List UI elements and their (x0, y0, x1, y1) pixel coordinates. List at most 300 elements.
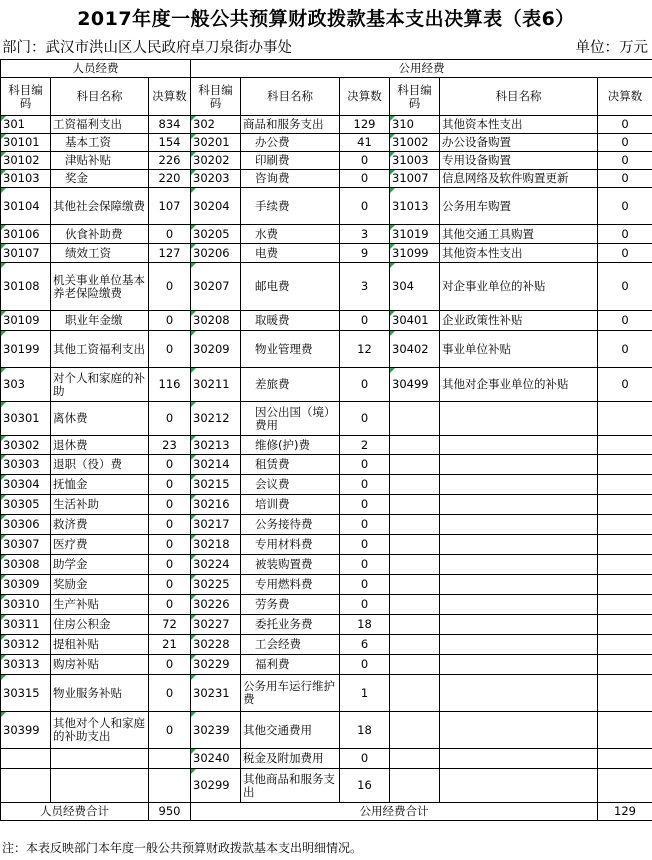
public-amount-cell: 3 (340, 225, 390, 244)
table-row (1, 555, 652, 575)
public-amount-cell: 0 (340, 368, 390, 402)
capital-code-cell: 31002 (390, 134, 440, 152)
personnel-code-cell: 30311 (1, 615, 51, 635)
public-name-cell: 专用材料费 (241, 535, 340, 555)
personnel-name-cell: 职业年金缴 (51, 311, 149, 331)
table-row (1, 263, 652, 311)
table-row (1, 675, 652, 712)
public-name-cell: 物业管理费 (241, 331, 340, 368)
report-title: 2017年度一般公共预算财政拨款基本支出决算表（表6） (77, 8, 575, 30)
personnel-name-cell: 其他社会保障缴费 (51, 188, 149, 225)
personnel-amount-cell: 116 (149, 368, 191, 402)
expenditure-table (0, 59, 652, 821)
personnel-amount-cell: 0 (149, 575, 191, 595)
capital-amount-cell (598, 712, 652, 749)
table-row (1, 225, 652, 244)
table-row (1, 712, 652, 749)
public-name-cell: 电费 (241, 244, 340, 263)
capital-amount-cell: 0 (598, 331, 652, 368)
capital-code-cell (390, 515, 440, 535)
personnel-code-cell: 30108 (1, 263, 51, 311)
personnel-amount-cell: 220 (149, 170, 191, 188)
capital-name-cell (440, 712, 598, 749)
capital-name-cell: 其他资本性支出 (440, 244, 598, 263)
capital-amount-cell: 0 (598, 188, 652, 225)
public-code-cell: 30228 (191, 635, 241, 655)
personnel-amount-cell: 72 (149, 615, 191, 635)
capital-name-cell: 企业政策性补贴 (440, 311, 598, 331)
public-name-cell: 差旅费 (241, 368, 340, 402)
capital-amount-cell (598, 595, 652, 615)
column-header-amount: 决算数 (598, 78, 652, 116)
totals-row (1, 803, 652, 821)
personnel-amount-cell: 0 (149, 331, 191, 368)
capital-code-cell (390, 749, 440, 769)
public-amount-cell: 0 (340, 515, 390, 535)
capital-name-cell (440, 402, 598, 436)
column-header-code: 科目编码 (1, 78, 51, 116)
personnel-name-cell: 医疗费 (51, 535, 149, 555)
column-header-amount: 决算数 (149, 78, 191, 116)
personnel-amount-cell: 834 (149, 116, 191, 134)
capital-name-cell: 其他对企事业单位的补贴 (440, 368, 598, 402)
personnel-amount-cell: 0 (149, 402, 191, 436)
capital-code-cell (390, 595, 440, 615)
public-name-cell: 会议费 (241, 475, 340, 495)
public-code-cell: 30212 (191, 402, 241, 436)
public-code-cell: 30211 (191, 368, 241, 402)
personnel-name-cell: 生产补贴 (51, 595, 149, 615)
personnel-code-cell: 30103 (1, 170, 51, 188)
personnel-amount-cell: 0 (149, 455, 191, 475)
capital-name-cell: 事业单位补贴 (440, 331, 598, 368)
personnel-name-cell: 基本工资 (51, 134, 149, 152)
capital-name-cell: 专用设备购置 (440, 152, 598, 170)
personnel-name-cell: 助学金 (51, 555, 149, 575)
personnel-amount-cell: 0 (149, 675, 191, 712)
public-name-cell: 培训费 (241, 495, 340, 515)
column-header-code: 科目编码 (390, 78, 440, 116)
public-code-cell: 30208 (191, 311, 241, 331)
capital-code-cell: 31099 (390, 244, 440, 263)
column-header-amount: 决算数 (340, 78, 390, 116)
capital-code-cell: 31003 (390, 152, 440, 170)
public-code-cell: 30214 (191, 455, 241, 475)
table-row (1, 368, 652, 402)
personnel-name-cell: 救济费 (51, 515, 149, 535)
table-row (1, 311, 652, 331)
capital-code-cell: 30401 (390, 311, 440, 331)
public-amount-cell: 0 (340, 170, 390, 188)
personnel-name-cell: 提租补贴 (51, 635, 149, 655)
public-name-cell: 专用燃料费 (241, 575, 340, 595)
table-row (1, 495, 652, 515)
public-amount-cell: 0 (340, 595, 390, 615)
capital-code-cell (390, 475, 440, 495)
public-name-cell: 劳务费 (241, 595, 340, 615)
table-row (1, 655, 652, 675)
personnel-code-cell: 30308 (1, 555, 51, 575)
capital-amount-cell (598, 475, 652, 495)
capital-code-cell: 30402 (390, 331, 440, 368)
capital-name-cell (440, 595, 598, 615)
public-name-cell: 因公出国（境）费用 (241, 402, 340, 436)
capital-amount-cell (598, 555, 652, 575)
personnel-name-cell: 工资福利支出 (51, 116, 149, 134)
public-code-cell: 30217 (191, 515, 241, 535)
public-amount-cell: 41 (340, 134, 390, 152)
public-amount-cell: 0 (340, 535, 390, 555)
capital-amount-cell: 0 (598, 311, 652, 331)
personnel-amount-cell: 0 (149, 495, 191, 515)
personnel-amount-cell: 0 (149, 595, 191, 615)
public-name-cell: 商品和服务支出 (241, 116, 340, 134)
capital-name-cell (440, 635, 598, 655)
personnel-name-cell: 奖励金 (51, 575, 149, 595)
personnel-code-cell: 30301 (1, 402, 51, 436)
personnel-amount-cell: 107 (149, 188, 191, 225)
personnel-code-cell: 30399 (1, 712, 51, 749)
personnel-name-cell: 其他工资福利支出 (51, 331, 149, 368)
public-code-cell: 30201 (191, 134, 241, 152)
capital-name-cell (440, 515, 598, 535)
personnel-code-cell: 30305 (1, 495, 51, 515)
personnel-name-cell: 购房补贴 (51, 655, 149, 675)
capital-name-cell (440, 749, 598, 769)
public-code-cell: 30218 (191, 535, 241, 555)
capital-amount-cell (598, 535, 652, 555)
public-code-cell: 30203 (191, 170, 241, 188)
personnel-name-cell: 生活补助 (51, 495, 149, 515)
table-row (1, 635, 652, 655)
public-name-cell: 被装购置费 (241, 555, 340, 575)
table-row (1, 595, 652, 615)
personnel-amount-cell: 0 (149, 712, 191, 749)
public-name-cell: 印刷费 (241, 152, 340, 170)
public-name-cell: 委托业务费 (241, 615, 340, 635)
capital-code-cell (390, 769, 440, 803)
public-amount-cell: 18 (340, 712, 390, 749)
capital-amount-cell (598, 455, 652, 475)
capital-code-cell (390, 635, 440, 655)
public-amount-cell: 3 (340, 263, 390, 311)
personnel-code-cell: 303 (1, 368, 51, 402)
table-row (1, 769, 652, 803)
personnel-name-cell: 奖金 (51, 170, 149, 188)
public-amount-cell: 0 (340, 475, 390, 495)
personnel-name-cell: 退职（役）费 (51, 455, 149, 475)
public-amount-cell: 2 (340, 436, 390, 455)
public-amount-cell: 18 (340, 615, 390, 635)
footnote: 注：本表反映部门本年度一般公共预算财政拨款基本支出明细情况。 (2, 841, 363, 855)
personnel-name-cell: 其他对个人和家庭的补助支出 (51, 712, 149, 749)
capital-name-cell (440, 495, 598, 515)
personnel-code-cell: 301 (1, 116, 51, 134)
public-code-cell: 30239 (191, 712, 241, 749)
capital-code-cell: 31013 (390, 188, 440, 225)
capital-code-cell: 310 (390, 116, 440, 134)
personnel-code-cell: 30312 (1, 635, 51, 655)
table-row (1, 116, 652, 134)
personnel-code-cell: 30304 (1, 475, 51, 495)
table-row (1, 170, 652, 188)
personnel-amount-cell: 0 (149, 475, 191, 495)
public-code-cell: 30226 (191, 595, 241, 615)
public-name-cell: 咨询费 (241, 170, 340, 188)
table-row (1, 152, 652, 170)
capital-code-cell: 30499 (390, 368, 440, 402)
personnel-code-cell: 30307 (1, 535, 51, 555)
table-row (1, 515, 652, 535)
capital-code-cell (390, 495, 440, 515)
personnel-name-cell (51, 749, 149, 769)
capital-name-cell: 其他交通工具购置 (440, 225, 598, 244)
capital-code-cell (390, 455, 440, 475)
public-total-label: 公用经费合计 (191, 803, 598, 821)
column-header-name: 科目名称 (440, 78, 598, 116)
capital-code-cell (390, 655, 440, 675)
public-amount-cell: 0 (340, 188, 390, 225)
personnel-amount-cell: 0 (149, 263, 191, 311)
personnel-code-cell: 30303 (1, 455, 51, 475)
capital-name-cell (440, 655, 598, 675)
personnel-amount-cell: 0 (149, 311, 191, 331)
personnel-code-cell: 30313 (1, 655, 51, 675)
capital-name-cell: 其他资本性支出 (440, 116, 598, 134)
personnel-code-cell: 30102 (1, 152, 51, 170)
capital-amount-cell (598, 615, 652, 635)
table-row (1, 615, 652, 635)
capital-amount-cell: 0 (598, 116, 652, 134)
table-row (1, 535, 652, 555)
capital-code-cell: 31007 (390, 170, 440, 188)
personnel-code-cell (1, 769, 51, 803)
table-row (1, 575, 652, 595)
public-code-cell: 30216 (191, 495, 241, 515)
public-amount-cell: 0 (340, 311, 390, 331)
column-header-name: 科目名称 (241, 78, 340, 116)
personnel-code-cell (1, 749, 51, 769)
personnel-amount-cell: 0 (149, 655, 191, 675)
table-row (1, 455, 652, 475)
personnel-amount-cell: 127 (149, 244, 191, 263)
table-row (1, 188, 652, 225)
personnel-code-cell: 30306 (1, 515, 51, 535)
public-code-cell: 30207 (191, 263, 241, 311)
capital-name-cell (440, 615, 598, 635)
personnel-name-cell: 离休费 (51, 402, 149, 436)
public-code-cell: 30206 (191, 244, 241, 263)
capital-amount-cell: 0 (598, 368, 652, 402)
capital-amount-cell (598, 675, 652, 712)
table-row (1, 475, 652, 495)
personnel-amount-cell: 23 (149, 436, 191, 455)
personnel-amount-cell: 154 (149, 134, 191, 152)
personnel-code-cell: 30104 (1, 188, 51, 225)
public-amount-cell: 0 (340, 495, 390, 515)
public-code-cell: 30231 (191, 675, 241, 712)
public-amount-cell: 129 (340, 116, 390, 134)
capital-name-cell (440, 769, 598, 803)
public-name-cell: 福利费 (241, 655, 340, 675)
public-total-amount: 129 (598, 803, 652, 821)
public-code-cell: 30215 (191, 475, 241, 495)
capital-code-cell (390, 675, 440, 712)
table-row (1, 331, 652, 368)
personnel-total-amount: 950 (149, 803, 191, 821)
public-name-cell: 取暖费 (241, 311, 340, 331)
capital-name-cell (440, 555, 598, 575)
public-code-cell: 30240 (191, 749, 241, 769)
capital-code-cell (390, 712, 440, 749)
department-label: 部门：武汉市洪山区人民政府卓刀泉街办事处 (2, 40, 292, 56)
capital-code-cell (390, 535, 440, 555)
public-name-cell: 税金及附加费用 (241, 749, 340, 769)
capital-amount-cell (598, 515, 652, 535)
public-name-cell: 公务接待费 (241, 515, 340, 535)
capital-amount-cell (598, 749, 652, 769)
capital-amount-cell (598, 495, 652, 515)
public-code-cell: 30225 (191, 575, 241, 595)
personnel-code-cell: 30101 (1, 134, 51, 152)
public-amount-cell: 0 (340, 655, 390, 675)
capital-amount-cell: 0 (598, 170, 652, 188)
public-amount-cell: 6 (340, 635, 390, 655)
personnel-amount-cell: 226 (149, 152, 191, 170)
public-name-cell: 租赁费 (241, 455, 340, 475)
personnel-name-cell: 机关事业单位基本养老保险缴费 (51, 263, 149, 311)
public-name-cell: 其他商品和服务支出 (241, 769, 340, 803)
table-row (1, 402, 652, 436)
personnel-name-cell: 物业服务补贴 (51, 675, 149, 712)
capital-amount-cell (598, 575, 652, 595)
table-row (1, 244, 652, 263)
public-name-cell: 水费 (241, 225, 340, 244)
capital-name-cell (440, 575, 598, 595)
public-amount-cell: 0 (340, 152, 390, 170)
public-code-cell: 30209 (191, 331, 241, 368)
capital-code-cell: 31019 (390, 225, 440, 244)
public-name-cell: 邮电费 (241, 263, 340, 311)
capital-name-cell (440, 535, 598, 555)
section-header-row (1, 60, 652, 78)
public-amount-cell: 0 (340, 749, 390, 769)
public-name-cell: 维修(护)费 (241, 436, 340, 455)
public-code-cell: 30213 (191, 436, 241, 455)
capital-code-cell (390, 436, 440, 455)
personnel-code-cell: 30315 (1, 675, 51, 712)
capital-amount-cell: 0 (598, 134, 652, 152)
capital-code-cell (390, 555, 440, 575)
capital-name-cell (440, 455, 598, 475)
capital-name-cell (440, 675, 598, 712)
capital-amount-cell: 0 (598, 225, 652, 244)
public-code-cell: 30205 (191, 225, 241, 244)
public-code-cell: 30227 (191, 615, 241, 635)
public-amount-cell: 1 (340, 675, 390, 712)
personnel-amount-cell: 0 (149, 535, 191, 555)
capital-amount-cell (598, 655, 652, 675)
capital-name-cell (440, 475, 598, 495)
personnel-code-cell: 30107 (1, 244, 51, 263)
public-code-cell: 302 (191, 116, 241, 134)
public-amount-cell: 12 (340, 331, 390, 368)
public-code-cell: 30202 (191, 152, 241, 170)
capital-amount-cell: 0 (598, 263, 652, 311)
table-row (1, 749, 652, 769)
public-code-cell: 30204 (191, 188, 241, 225)
personnel-section-header: 人员经费 (1, 60, 191, 78)
public-name-cell: 手续费 (241, 188, 340, 225)
public-name-cell: 工会经费 (241, 635, 340, 655)
personnel-amount-cell (149, 769, 191, 803)
public-section-header: 公用经费 (191, 60, 652, 78)
personnel-code-cell: 30310 (1, 595, 51, 615)
personnel-name-cell (51, 769, 149, 803)
personnel-amount-cell: 0 (149, 225, 191, 244)
public-amount-cell: 0 (340, 455, 390, 475)
public-name-cell: 公务用车运行维护费 (241, 675, 340, 712)
public-code-cell: 30224 (191, 555, 241, 575)
capital-amount-cell: 0 (598, 244, 652, 263)
table-row (1, 134, 652, 152)
capital-name-cell: 公务用车购置 (440, 188, 598, 225)
personnel-code-cell: 30106 (1, 225, 51, 244)
capital-name-cell (440, 436, 598, 455)
public-name-cell: 办公费 (241, 134, 340, 152)
capital-code-cell: 304 (390, 263, 440, 311)
personnel-name-cell: 对个人和家庭的补助 (51, 368, 149, 402)
public-code-cell: 30299 (191, 769, 241, 803)
public-amount-cell: 16 (340, 769, 390, 803)
column-header-code: 科目编码 (191, 78, 241, 116)
capital-amount-cell (598, 436, 652, 455)
capital-amount-cell: 0 (598, 152, 652, 170)
personnel-code-cell: 30309 (1, 575, 51, 595)
personnel-name-cell: 伙食补助费 (51, 225, 149, 244)
capital-code-cell (390, 402, 440, 436)
personnel-amount-cell: 0 (149, 555, 191, 575)
public-amount-cell: 9 (340, 244, 390, 263)
capital-name-cell: 信息网络及软件购置更新 (440, 170, 598, 188)
column-header-row (1, 78, 652, 116)
capital-name-cell: 办公设备购置 (440, 134, 598, 152)
personnel-total-label: 人员经费合计 (1, 803, 149, 821)
capital-amount-cell (598, 402, 652, 436)
personnel-name-cell: 退休费 (51, 436, 149, 455)
table-row (1, 436, 652, 455)
public-amount-cell: 0 (340, 555, 390, 575)
personnel-amount-cell (149, 749, 191, 769)
capital-name-cell: 对企事业单位的补贴 (440, 263, 598, 311)
column-header-name: 科目名称 (51, 78, 149, 116)
public-code-cell: 30229 (191, 655, 241, 675)
capital-code-cell (390, 615, 440, 635)
capital-code-cell (390, 575, 440, 595)
personnel-code-cell: 30199 (1, 331, 51, 368)
public-amount-cell: 0 (340, 575, 390, 595)
personnel-amount-cell: 21 (149, 635, 191, 655)
unit-label: 单位：万元 (575, 40, 648, 56)
personnel-name-cell: 津贴补贴 (51, 152, 149, 170)
public-name-cell: 其他交通费用 (241, 712, 340, 749)
personnel-name-cell: 绩效工资 (51, 244, 149, 263)
public-amount-cell: 0 (340, 402, 390, 436)
personnel-code-cell: 30302 (1, 436, 51, 455)
personnel-amount-cell: 0 (149, 515, 191, 535)
personnel-code-cell: 30109 (1, 311, 51, 331)
capital-amount-cell (598, 769, 652, 803)
